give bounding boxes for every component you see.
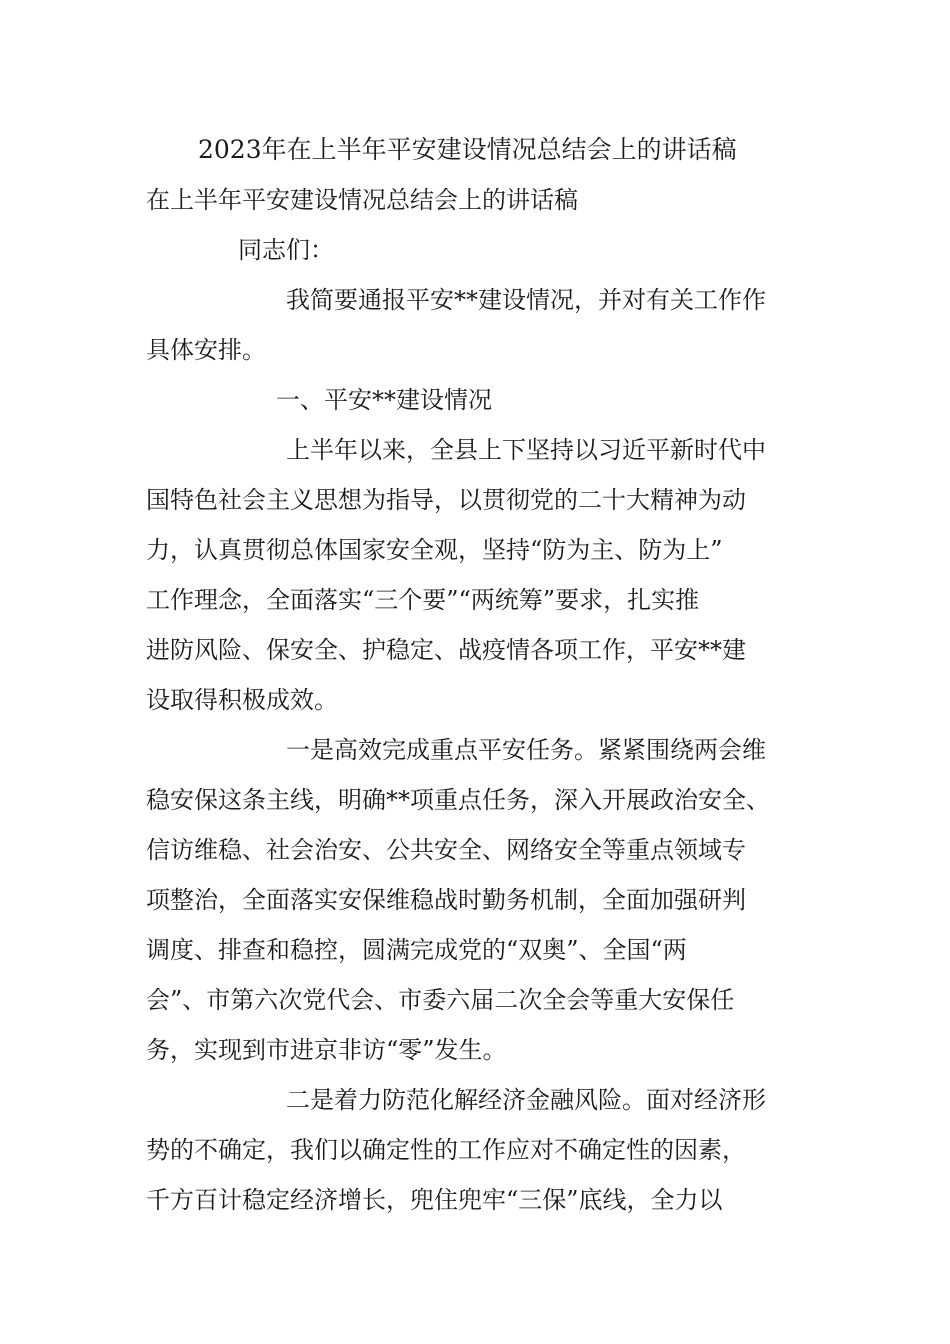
section-heading: 一、平安**建设情况	[276, 386, 492, 414]
paragraph-line: 设取得积极成效。	[146, 686, 338, 714]
paragraph-line: 势的不确定，我们以确定性的工作应对不确定性的因素，	[146, 1136, 746, 1164]
intro-line: 我简要通报平安**建设情况，并对有关工作作	[286, 286, 766, 314]
paragraph-line: 稳安保这条主线，明确**项重点任务，深入开展政治安全、	[146, 786, 770, 814]
paragraph-line: 调度、排查和稳控，圆满完成党的“双奥”、全国“两	[146, 936, 687, 964]
paragraph-line: 会”、市第六次党代会、市委六届二次全会等重大安保任	[146, 986, 735, 1014]
document-title: 2023年在上半年平安建设情况总结会上的讲话稿	[198, 135, 737, 164]
paragraph-line: 国特色社会主义思想为指导，以贯彻党的二十大精神为动	[146, 486, 746, 514]
paragraph-line: 工作理念，全面落实“三个要”“两统筹”要求，扎实推	[146, 586, 700, 614]
intro-line: 具体安排。	[146, 336, 266, 364]
document-subtitle: 在上半年平安建设情况总结会上的讲话稿	[146, 186, 578, 214]
salutation: 同志们：	[238, 236, 334, 264]
paragraph-line: 上半年以来，全县上下坚持以习近平新时代中	[286, 436, 766, 464]
paragraph-line: 力，认真贯彻总体国家安全观，坚持“防为主、防为上”	[146, 536, 723, 564]
paragraph-line: 进防风险、保安全、护稳定、战疫情各项工作，平安**建	[146, 636, 746, 664]
paragraph-line: 务，实现到市进京非访“零”发生。	[146, 1036, 507, 1064]
paragraph-line: 项整治，全面落实安保维稳战时勤务机制，全面加强研判	[146, 886, 746, 914]
paragraph-line: 二是着力防范化解经济金融风险。面对经济形	[286, 1086, 766, 1114]
paragraph-line: 信访维稳、社会治安、公共安全、网络安全等重点领域专	[146, 836, 746, 864]
paragraph-line: 千方百计稳定经济增长，兜住兜牢“三保”底线，全力以	[146, 1186, 723, 1214]
paragraph-line: 一是高效完成重点平安任务。紧紧围绕两会维	[286, 736, 766, 764]
